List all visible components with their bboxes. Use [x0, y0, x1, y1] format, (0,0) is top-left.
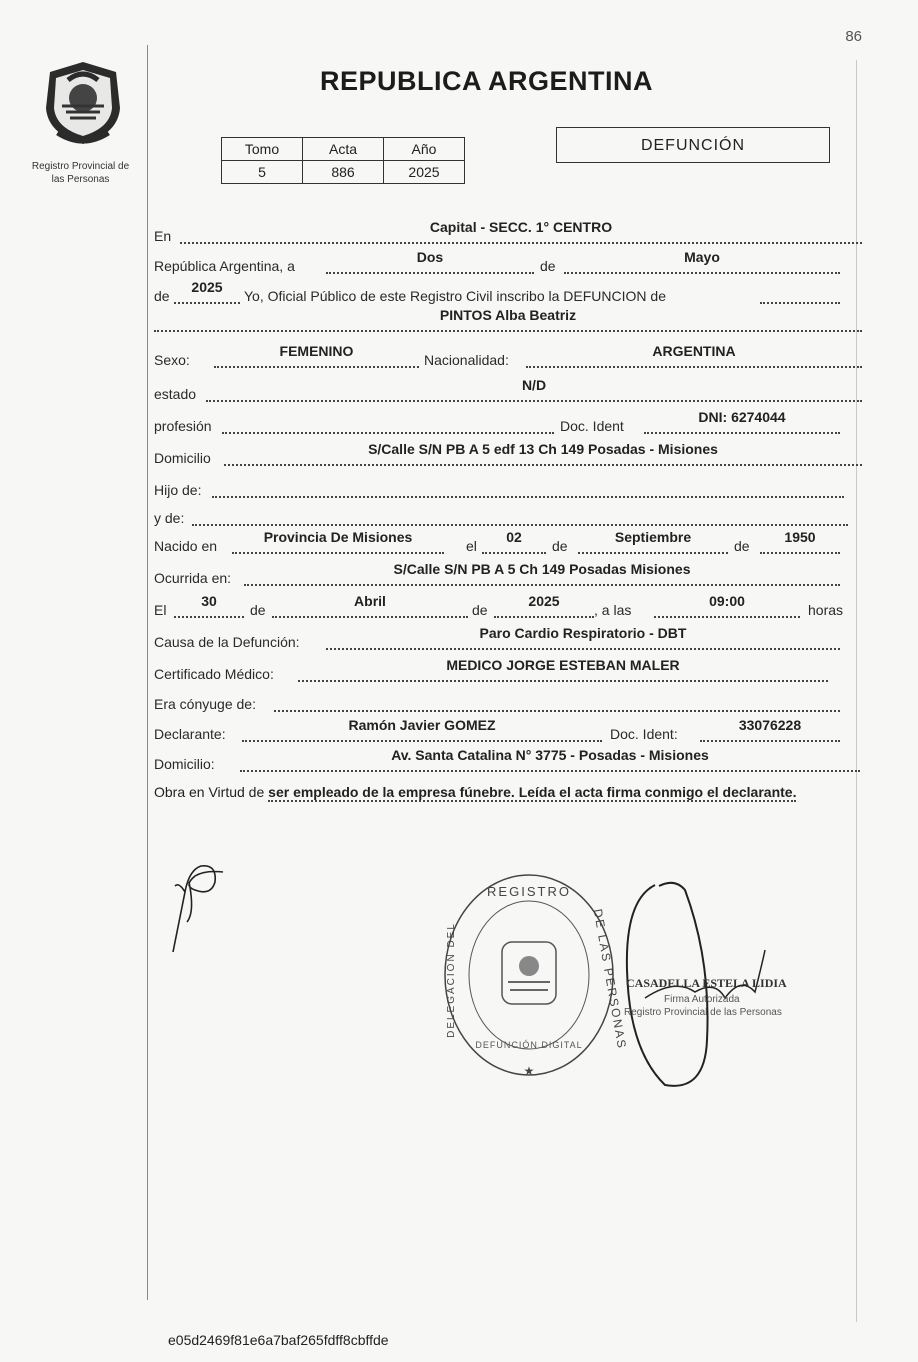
- nacido-label: Nacido en: [154, 538, 218, 554]
- el2-label: El: [154, 602, 167, 618]
- declarante-field: [242, 717, 602, 742]
- obra-paragraph: [154, 782, 860, 803]
- domicilio-label: Domicilio: [154, 450, 211, 466]
- svg-text:★: ★: [523, 1064, 535, 1078]
- row-ocurrida: [154, 561, 862, 588]
- conyuge-field: [274, 692, 840, 712]
- causa-label: Causa de la Defunción:: [154, 634, 300, 650]
- obra-value: ser empleado de la empresa fúnebre. Leída el acta firma conmigo el declarante.: [268, 784, 797, 800]
- doc-label: Doc. Ident: [560, 418, 624, 434]
- de-label: de: [540, 258, 556, 274]
- horas-label: horas: [808, 602, 844, 618]
- row-causa: [154, 625, 862, 652]
- hijo-label: Hijo de:: [154, 482, 202, 498]
- row-hijo: [154, 476, 862, 500]
- en-value: Capital - SECC. 1° CENTRO: [429, 219, 613, 235]
- domicilio2-field: [240, 747, 860, 772]
- nac-mes-field: [578, 529, 728, 554]
- doc-field: [644, 409, 840, 434]
- nacionalidad-field: [526, 343, 862, 368]
- row-en: [154, 219, 862, 246]
- nacionalidad-value: ARGENTINA: [652, 343, 736, 359]
- officer-role: Firma Autorizada: [664, 994, 740, 1005]
- row-domicilio: [154, 441, 862, 468]
- yo-trail-field: [760, 284, 840, 304]
- yde-label: y de:: [154, 510, 185, 526]
- nac-mes-value: Septiembre: [614, 529, 692, 545]
- estado-field: [206, 377, 862, 402]
- logo-caption: [18, 160, 143, 186]
- anio-header: Año: [384, 138, 465, 161]
- obra-label: Obra en Virtud de: [154, 784, 265, 800]
- svg-text:REGISTRO: REGISTRO: [487, 884, 571, 899]
- causa-value: Paro Cardio Respiratorio - DBT: [479, 625, 687, 641]
- domicilio2-label: Domicilio:: [154, 756, 215, 772]
- def-mes-field: [272, 593, 468, 618]
- en-field: [180, 219, 862, 244]
- domicilio-value: S/Calle S/N PB A 5 edf 13 Ch 149 Posadas - Misiones: [368, 441, 718, 457]
- svg-text:DEFUNCIÓN DIGITAL: DEFUNCIÓN DIGITAL: [475, 1040, 583, 1050]
- row-defuncion-fecha: [154, 593, 862, 620]
- dia-field: [326, 249, 534, 274]
- hijo-field: [212, 478, 844, 498]
- sexo-field: [214, 343, 419, 368]
- row-conyuge: [154, 690, 862, 714]
- logo-caption-line2: las Personas: [51, 174, 110, 185]
- en-label: En: [154, 228, 172, 244]
- nombre-value: PINTOS Alba Beatriz: [439, 307, 577, 323]
- certificado-value: MEDICO JORGE ESTEBAN MALER: [446, 657, 680, 673]
- left-margin-rule: [147, 45, 148, 1300]
- nacido-value: Provincia De Misiones: [263, 529, 413, 545]
- register-table: [221, 137, 465, 184]
- document-hash: e05d2469f81e6a7baf265fdff8cbffde: [168, 1332, 389, 1348]
- svg-text:DE LAS PERSONAS: DE LAS PERSONAS: [590, 907, 630, 1051]
- yde-field: [192, 506, 848, 526]
- row-nombre: [154, 307, 862, 334]
- row-sexo: [154, 343, 862, 370]
- declarante-label: Declarante:: [154, 726, 226, 742]
- def-anio-field: [494, 593, 594, 618]
- anio-field: [174, 279, 240, 304]
- domicilio2-value: Av. Santa Catalina N° 3775 - Posadas - Misiones: [391, 747, 709, 763]
- registry-seal: [440, 870, 630, 1080]
- nac-anio-value: 1950: [784, 529, 816, 545]
- acta-header: Acta: [303, 138, 384, 161]
- sexo-label: Sexo:: [154, 352, 190, 368]
- sexo-value: FEMENINO: [279, 343, 354, 359]
- row-certificado: [154, 657, 862, 684]
- row-estado: [154, 377, 862, 404]
- def-anio-value: 2025: [528, 593, 560, 609]
- nac-de2-label: de: [734, 538, 750, 554]
- row-yde: [154, 504, 862, 528]
- republica-label: República Argentina, a: [154, 258, 295, 274]
- def-de-label: de: [250, 602, 266, 618]
- dia-value: Dos: [416, 249, 444, 265]
- doc2-field: [700, 717, 840, 742]
- doc2-value: 33076228: [738, 717, 802, 733]
- row-fecha: [154, 249, 862, 276]
- profesion-field: [222, 414, 554, 434]
- profesion-label: profesión: [154, 418, 212, 434]
- page-number: 86: [845, 28, 862, 45]
- nacionalidad-label: Nacionalidad:: [424, 352, 509, 368]
- row-domicilio2: [154, 747, 862, 774]
- ocurrida-field: [244, 561, 840, 586]
- nac-de-label: de: [552, 538, 568, 554]
- officer-organization: Registro Provincial de las Personas: [624, 1007, 782, 1018]
- document-title: REPUBLICA ARGENTINA: [320, 66, 653, 96]
- de-anio-label: de: [154, 288, 170, 304]
- conyuge-label: Era cónyuge de:: [154, 696, 256, 712]
- anio-value: 2025: [384, 161, 465, 184]
- causa-field: [326, 625, 840, 650]
- def-de2-label: de: [472, 602, 488, 618]
- nac-dia-value: 02: [506, 529, 522, 545]
- tomo-header: Tomo: [222, 138, 303, 161]
- act-type-box: DEFUNCIÓN: [556, 127, 830, 163]
- nacido-field: [232, 529, 444, 554]
- nac-anio-field: [760, 529, 840, 554]
- provincial-crest-logo: [38, 58, 128, 148]
- row-nacido: [154, 529, 862, 556]
- def-dia-value: 30: [201, 593, 217, 609]
- hora-field: [654, 593, 800, 618]
- mes-value: Mayo: [684, 249, 720, 265]
- certificado-label: Certificado Médico:: [154, 666, 274, 682]
- anio-value: 2025: [191, 279, 223, 295]
- doc2-label: Doc. Ident:: [610, 726, 678, 742]
- ocurrida-label: Ocurrida en:: [154, 570, 232, 586]
- alas-label: , a las: [594, 602, 632, 618]
- officer-name: CASADELLA ESTELA LIDIA: [626, 976, 787, 990]
- mes-field: [564, 249, 840, 274]
- nombre-field: [154, 307, 862, 332]
- estado-value: N/D: [521, 377, 547, 393]
- def-mes-value: Abril: [354, 593, 386, 609]
- ocurrida-value: S/Calle S/N PB A 5 Ch 149 Posadas Misiones: [393, 561, 691, 577]
- row-anio: [154, 279, 862, 306]
- certificado-field: [298, 657, 828, 682]
- el-label: el: [466, 538, 477, 554]
- nac-dia-field: [482, 529, 546, 554]
- declarante-value: Ramón Javier GOMEZ: [348, 717, 496, 733]
- hora-value: 09:00: [709, 593, 745, 609]
- row-profesion: [154, 409, 862, 436]
- declarant-signature: [165, 852, 235, 962]
- yo-text: Yo, Oficial Público de este Registro Civil inscribo la DEFUNCION de: [244, 288, 666, 304]
- tomo-value: 5: [222, 161, 303, 184]
- svg-text:DELEGACIÓN DEL: DELEGACIÓN DEL: [446, 922, 457, 1038]
- doc-value: DNI: 6274044: [698, 409, 786, 425]
- domicilio-field: [224, 441, 862, 466]
- logo-caption-line1: Registro Provincial de: [31, 161, 130, 172]
- acta-value: 886: [303, 161, 384, 184]
- def-dia-field: [174, 593, 244, 618]
- row-declarante: [154, 717, 862, 744]
- estado-label: estado: [154, 386, 197, 402]
